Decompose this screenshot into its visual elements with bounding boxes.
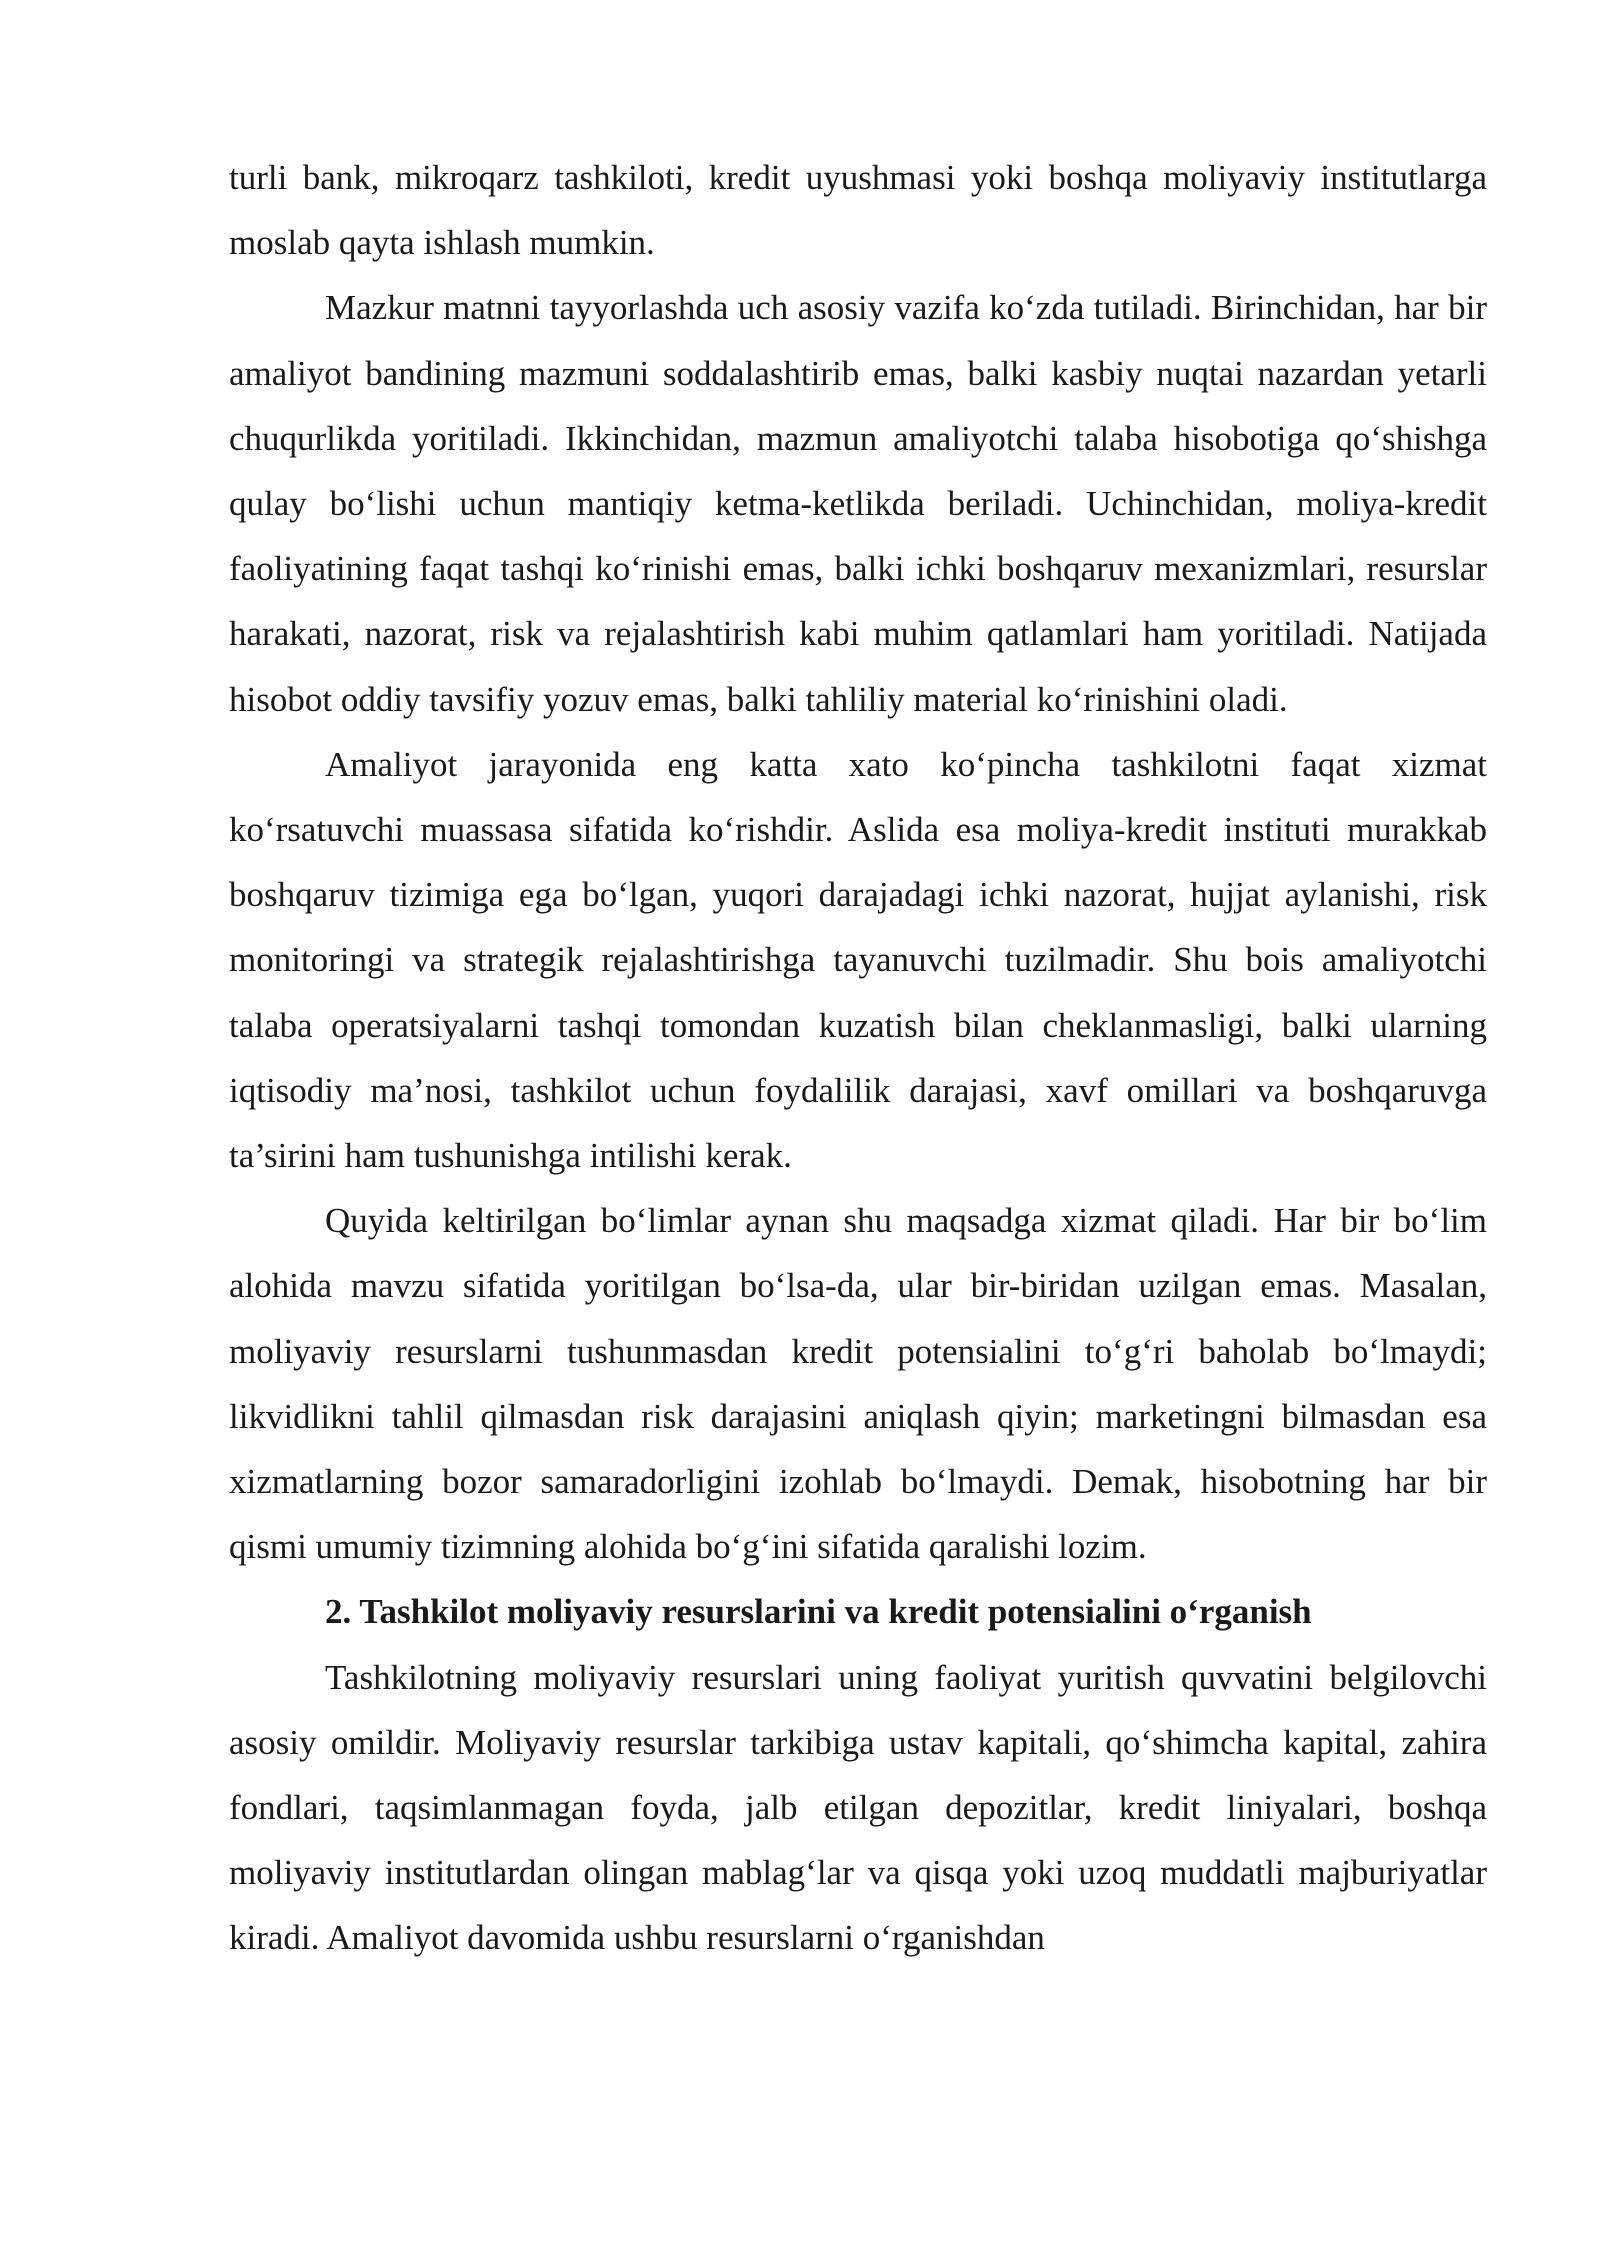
paragraph-tasks: Mazkur matnni tayyorlashda uch asosiy vazifa ko‘zda tutiladi. Birinchidan, har bir amaliyot bandining mazmuni soddalashtirib emas, balki kasbiy nuqtai nazardan yetarli chuqurlikda yoritiladi. Ikkinchidan, mazmun amaliyotchi talaba hisobotiga qo‘shishga qulay bo‘lishi uchun mantiqiy ketma-ketlikda beriladi. Uchinchidan, moliya-kredit faoliyatining faqat tashqi ko‘rinishi emas, balki ichki boshqaruv mexanizmlari, resurslar harakati, nazorat, risk va rejalashtirish kabi muhim qatlamlari ham yoritiladi. Natijada hisobot oddiy tavsifiy yozuv emas, balki tahliliy material ko‘rinishini oladi. <box>229 288 1487 719</box>
paragraph-sections-overview: Quyida keltirilgan bo‘limlar aynan shu maqsadga xizmat qiladi. Har bir bo‘lim alohida mavzu sifatida yoritilgan bo‘lsa-da, ular bir-biridan uzilgan emas. Masalan, moliyaviy resurslarni tushunmasdan kredit potensialini to‘g‘ri baholab bo‘lmaydi; likvidlikni tahlil qilmasdan risk darajasini aniqlash qiyin; marketingni bilmasdan esa xizmatlarning bozor samaradorligini izohlab bo‘lmaydi. Demak, hisobotning har bir qismi umumiy tizimning alohida bo‘g‘ini sifatida qaralishi lozim. <box>229 1201 1487 1567</box>
document-body <box>229 145 1487 1971</box>
section-heading: 2. Tashkilot moliyaviy resurslarini va kredit potensialini o‘rganish <box>325 1592 1312 1632</box>
paragraph-continuation: turli bank, mikroqarz tashkiloti, kredit uyushmasi yoki boshqa moliyaviy institutlarga moslab qayta ishlash mumkin. <box>229 158 1487 263</box>
paragraph-financial-resources: Tashkilotning moliyaviy resurslari uning faoliyat yuritish quvvatini belgilovchi asosiy omildir. Moliyaviy resurslar tarkibiga ustav kapitali, qo‘shimcha kapital, zahira fondlari, taqsimlanmagan foyda, jalb etilgan depozitlar, kredit liniyalari, boshqa moliyaviy institutlardan olingan mablag‘lar va qisqa yoki uzoq muddatli majburiyatlar kiradi. Amaliyot davomida ushbu resurslarni o‘rganishdan <box>229 1657 1487 1958</box>
paragraph-common-mistake: Amaliyot jarayonida eng katta xato ko‘pincha tashkilotni faqat xizmat ko‘rsatuvchi muassasa sifatida ko‘rishdir. Aslida esa moliya-kredit instituti murakkab boshqaruv tizimiga ega bo‘lgan, yuqori darajadagi ichki nazorat, hujjat aylanishi, risk monitoringi va strategik rejalashtirishga tayanuvchi tuzilmadir. Shu bois amaliyotchi talaba operatsiyalarni tashqi tomondan kuzatish bilan cheklanmasligi, balki ularning iqtisodiy ma’nosi, tashkilot uchun foydalilik darajasi, xavf omillari va boshqaruvga ta’sirini ham tushunishga intilishi kerak. <box>229 744 1487 1176</box>
